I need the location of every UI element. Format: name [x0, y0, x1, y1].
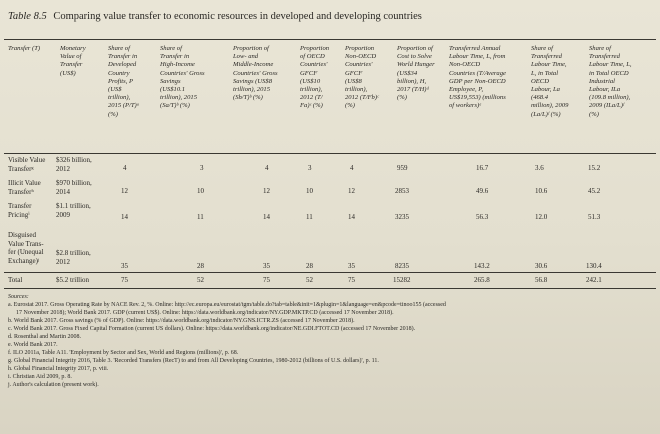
header-low-middle-income-savings: Proportion of Low- and Middle-Income Countries' Gross Savings (US$8 trillion), 2015 (Sb/T)ᵇ (%): [233, 45, 278, 102]
row-label: Transfer Pricingⁱ: [8, 202, 32, 219]
table-cell: 14: [121, 213, 128, 221]
table-cell: 75: [263, 276, 270, 284]
source-note: f. ILO 2011a, Table A11. 'Employment by Sector and Sex, World and Regions (millions)', p. 68.: [8, 350, 239, 356]
table-cell: 16.7: [476, 164, 489, 172]
table-cell: 14: [263, 213, 270, 221]
table-cell: 30.6: [535, 262, 548, 270]
source-note: c. World Bank 2017. Gross Fixed Capital Formation (current US dollars). Online: https://data.worldbank.org/indicator/NE.GDI.FTOT.CD (accessed 17 November 2018).: [8, 326, 416, 332]
table-cell: 28: [197, 262, 204, 270]
source-note: e. World Bank 2017.: [8, 342, 58, 348]
table-cell: 12.0: [535, 213, 548, 221]
source-note: i. Christian Aid 2009, p. 8.: [8, 374, 72, 380]
header-rule: [4, 153, 656, 154]
table-cell: 49.6: [476, 187, 489, 195]
row-value: $1.1 trillion, 2009: [56, 202, 91, 219]
table-cell: 15.2: [588, 164, 601, 172]
table-cell: 14: [348, 213, 355, 221]
table-caption: Comparing value transfer to economic resources in developed and developing countries: [53, 11, 422, 22]
table-cell: 52: [197, 276, 204, 284]
row-label: Illicit Value Transferʰ: [8, 179, 41, 196]
table-cell: 56.3: [476, 213, 489, 221]
table-cell: 52: [306, 276, 313, 284]
row-label: Disguised Value Trans- fer (Unequal Exchange)ʲ: [8, 231, 44, 265]
table-cell: 11: [306, 213, 313, 221]
table-cell: 4: [123, 164, 127, 172]
row-value: $5.2 trillion: [56, 276, 90, 284]
row-value: $970 billion, 2014: [56, 179, 92, 196]
sources-heading: Sources:: [8, 294, 29, 300]
table-cell: 3.6: [535, 164, 544, 172]
header-share-oecd-labour: Share of Transferred Labour Time, L, in Total OECD Labour, La (468.4 million), 2009 (La/L)ᶠ (%): [531, 45, 569, 118]
table-cell: 75: [348, 276, 355, 284]
table-cell: 75: [121, 276, 128, 284]
source-note: a. Eurostat 2017. Gross Operating Rate by NACE Rev. 2, %. Online: http://ec.europa.eu/eurostat/tgm/table.do?tab=table&init=1&plugin=1&language=en&pcode=tinoo155 (accessed: [8, 302, 446, 308]
table-cell: 3: [200, 164, 204, 172]
source-note: b. World Bank 2017. Gross savings (% of GDP). Online: https://data.worldbank.org/indicator/NY.GNS.ICTR.ZS (accessed 17 November 2018).: [8, 318, 355, 324]
table-cell: 4: [265, 164, 269, 172]
row-value: $2.8 trillion, 2012: [56, 249, 91, 266]
table-cell: 35: [263, 262, 270, 270]
table-cell: 35: [121, 262, 128, 270]
header-transfer: Transfer (T): [8, 45, 41, 52]
source-note: g. Global Financial Integrity 2016, Table 3. 'Recorded Transfers (RecT) to and from All Developing Countries, 1980-2012 (billions of U.S. dollars)', p. 11.: [8, 358, 379, 364]
table-cell: 35: [348, 262, 355, 270]
table-cell: 28: [306, 262, 313, 270]
header-monetary-value: Monetary Value of Transfer (US$): [60, 45, 86, 77]
table-cell: 959: [397, 164, 408, 172]
header-world-hunger: Proportion of Cost to Solve World Hunger (US$34 billion), H, 2017 (T/H)ᵈ (%): [397, 45, 435, 102]
table-cell: 45.2: [588, 187, 601, 195]
table-cell: 10: [197, 187, 204, 195]
table-cell: 265.8: [474, 276, 490, 284]
header-non-oecd-gfcf: Proportion Non-OECD Countries' GFCF (US$8 trillion), 2012 (T/Fb)ᶜ (%): [345, 45, 379, 110]
header-oecd-gfcf: Proportion of OECD Countries' GFCF (US$10 trillion), 2012 (T/ Fa)ᶜ (%): [300, 45, 330, 110]
total-rule: [4, 272, 656, 273]
table-cell: 51.3: [588, 213, 601, 221]
table-cell: 4: [350, 164, 354, 172]
table-cell: 12: [348, 187, 355, 195]
header-share-high-income-savings: Share of Transfer in High-Income Countries' Gross Savings (US$10.1 trillion), 2015 (Sa/T)ᵇ (%): [160, 45, 205, 110]
source-note: j. Author's calculation (present work).: [8, 382, 99, 388]
row-label: Visible Value Transferᵍ: [8, 156, 46, 173]
bottom-rule: [4, 288, 656, 289]
table-cell: 10.6: [535, 187, 548, 195]
top-rule: [4, 39, 656, 40]
table-cell: 8235: [395, 262, 409, 270]
table-cell: 2853: [395, 187, 409, 195]
table-cell: 143.2: [474, 262, 490, 270]
table-cell: 56.8: [535, 276, 548, 284]
table-cell: 3: [308, 164, 312, 172]
table-number: Table 8.5: [8, 11, 47, 22]
table-cell: 3235: [395, 213, 409, 221]
header-labour-time: Transferred Annual Labour Time, L, from Non-OECD Countries (T/Average GDP per Non-OECD Employee, P, US$19,553) (millions of workers)ᵉ: [449, 45, 506, 110]
table-cell: 12: [121, 187, 128, 195]
header-share-oecd-industrial-labour: Share of Transferred Labour Time, L, in Total OECD Industrial Labour, ILa (109.8 million), 2009 (ILa/L)ᶠ (%): [589, 45, 632, 118]
table-cell: 15282: [393, 276, 411, 284]
source-note: 17 November 2018); World Bank 2017. GDP (current US$). Online: https://data.worldbank.org/indicator/NY.GDP.MKTP.CD (accessed 17 November 2018).: [16, 310, 394, 316]
row-label: Total: [8, 276, 23, 284]
row-value: $326 billion, 2012: [56, 156, 92, 173]
table-cell: 12: [263, 187, 270, 195]
table-title: [8, 11, 422, 22]
table-cell: 11: [197, 213, 204, 221]
header-share-profits: Share of Transfer in Developed Country Profits, P (US$ trillion), 2015 (P/T)ᵃ (%): [108, 45, 140, 118]
table-cell: 242.1: [586, 276, 602, 284]
source-note: h. Global Financial Integrity 2017, p. viii.: [8, 366, 109, 372]
table-cell: 10: [306, 187, 313, 195]
source-note: d. Rosenthal and Martin 2008.: [8, 334, 81, 340]
table-cell: 130.4: [586, 262, 602, 270]
